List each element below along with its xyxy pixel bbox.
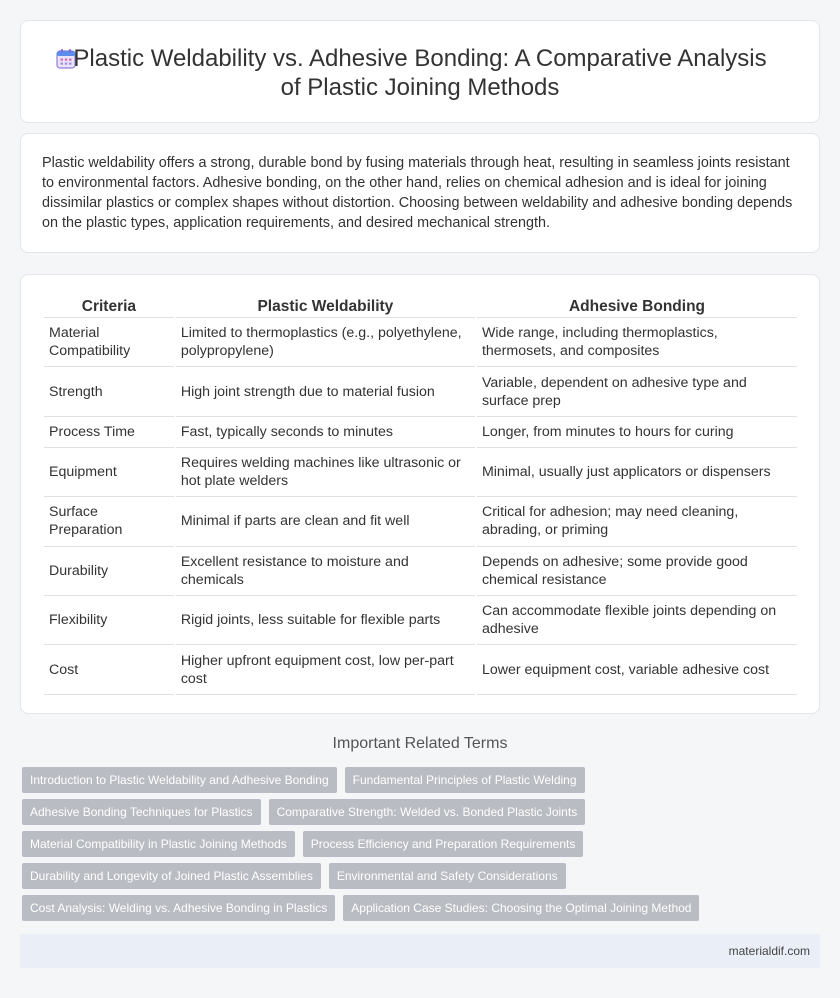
table-row <box>44 417 797 448</box>
adhesive-cell: Minimal, usually just applicators or dispensers <box>477 448 797 497</box>
weldability-cell: Higher upfront equipment cost, low per-part cost <box>176 645 475 694</box>
table-row <box>44 448 797 497</box>
weldability-cell: Excellent resistance to moisture and chemicals <box>176 547 475 596</box>
criteria-cell: Cost <box>44 645 174 694</box>
table-row <box>44 367 797 416</box>
adhesive-cell: Longer, from minutes to hours for curing <box>477 417 797 448</box>
comparison-table <box>42 295 799 695</box>
related-term-tag[interactable]: Process Efficiency and Preparation Requirements <box>303 831 584 857</box>
weldability-cell: Minimal if parts are clean and fit well <box>176 497 475 546</box>
adhesive-cell: Lower equipment cost, variable adhesive cost <box>477 645 797 694</box>
related-term-tag[interactable]: Adhesive Bonding Techniques for Plastics <box>22 799 261 825</box>
adhesive-cell: Critical for adhesion; may need cleaning, abrading, or priming <box>477 497 797 546</box>
table-row <box>44 596 797 645</box>
related-terms-heading: Important Related Terms <box>332 735 508 752</box>
page-title: Plastic Weldability vs. Adhesive Bonding: A Comparative Analysis of Plastic Joining Methods <box>73 45 767 101</box>
related-term-tag[interactable]: Material Compatibility in Plastic Joining Methods <box>22 831 295 857</box>
criteria-cell: Surface Preparation <box>44 497 174 546</box>
criteria-cell: Material Compatibility <box>44 318 174 367</box>
header-criteria: Criteria <box>44 295 174 318</box>
title-card <box>20 20 820 123</box>
related-term-tag[interactable]: Cost Analysis: Welding vs. Adhesive Bonding in Plastics <box>22 895 335 921</box>
adhesive-cell: Can accommodate flexible joints depending on adhesive <box>477 596 797 645</box>
footer <box>20 934 820 968</box>
related-term-tag[interactable]: Durability and Longevity of Joined Plastic Assemblies <box>22 863 321 889</box>
criteria-cell: Process Time <box>44 417 174 448</box>
related-term-tag[interactable]: Comparative Strength: Welded vs. Bonded Plastic Joints <box>269 799 586 825</box>
related-terms-list <box>22 767 812 921</box>
weldability-cell: Requires welding machines like ultrasonic or hot plate welders <box>176 448 475 497</box>
comparison-table-card <box>20 274 820 714</box>
weldability-cell: Rigid joints, less suitable for flexible parts <box>176 596 475 645</box>
table-row <box>44 497 797 546</box>
criteria-cell: Strength <box>44 367 174 416</box>
footer-site-link[interactable]: materialdif.com <box>728 944 810 958</box>
adhesive-cell: Variable, dependent on adhesive type and surface prep <box>477 367 797 416</box>
adhesive-cell: Wide range, including thermoplastics, thermosets, and composites <box>477 318 797 367</box>
table-row <box>44 645 797 694</box>
criteria-cell: Durability <box>44 547 174 596</box>
criteria-cell: Equipment <box>44 448 174 497</box>
adhesive-cell: Depends on adhesive; some provide good chemical resistance <box>477 547 797 596</box>
related-term-tag[interactable]: Environmental and Safety Considerations <box>329 863 566 889</box>
related-term-tag[interactable]: Fundamental Principles of Plastic Welding <box>345 767 585 793</box>
table-header-row <box>44 295 797 318</box>
table-row <box>44 318 797 367</box>
related-term-tag[interactable]: Application Case Studies: Choosing the Optimal Joining Method <box>343 895 699 921</box>
criteria-cell: Flexibility <box>44 596 174 645</box>
related-term-tag[interactable]: Introduction to Plastic Weldability and Adhesive Bonding <box>22 767 337 793</box>
header-adhesive-bonding: Adhesive Bonding <box>477 295 797 318</box>
weldability-cell: Limited to thermoplastics (e.g., polyethylene, polypropylene) <box>176 318 475 367</box>
table-row <box>44 547 797 596</box>
weldability-cell: High joint strength due to material fusion <box>176 367 475 416</box>
header-plastic-weldability: Plastic Weldability <box>176 295 475 318</box>
intro-card <box>20 133 820 253</box>
intro-paragraph: Plastic weldability offers a strong, durable bond by fusing materials through heat, resulting in seamless joints resistant to environmental factors. Adhesive bonding, on the other hand, relies on chemical adhesion and is ideal for joining dissimilar plastics or complex shapes without distortion. Choosing between weldability and adhesive bonding depends on the plastic types, application requirements, and desired mechanical strength. <box>42 155 793 231</box>
weldability-cell: Fast, typically seconds to minutes <box>176 417 475 448</box>
